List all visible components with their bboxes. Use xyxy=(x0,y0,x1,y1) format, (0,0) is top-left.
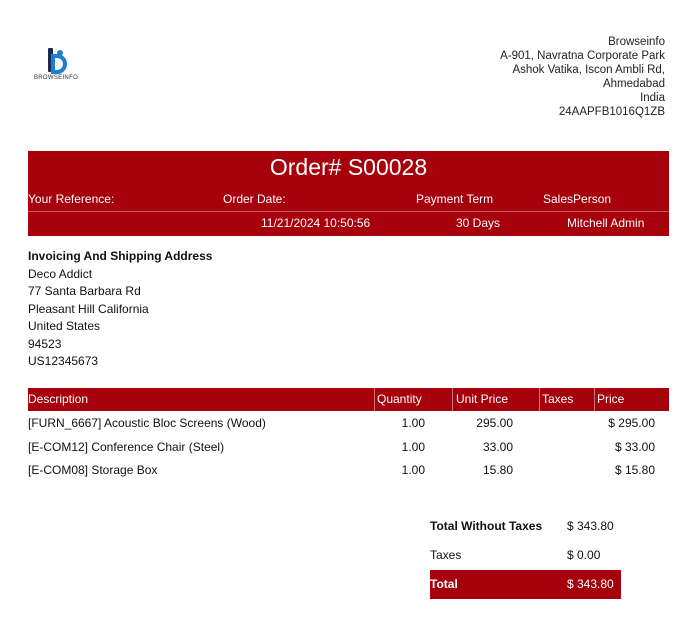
address-line: 77 Santa Barbara Rd xyxy=(28,284,141,298)
company-address xyxy=(500,35,665,119)
col-price: Price xyxy=(597,392,625,406)
order-date-label: Order Date: xyxy=(223,192,286,206)
order-header xyxy=(28,151,669,236)
order-date-value: 11/21/2024 10:50:56 xyxy=(261,216,371,230)
address-line: Pleasant Hill California xyxy=(28,301,149,316)
row-unit-price: 33.00 xyxy=(482,439,513,454)
row-price: $ 33.00 xyxy=(614,439,655,454)
taxes-row xyxy=(430,541,621,570)
company-line: Ashok Vatika, Iscon Ambli Rd, xyxy=(512,64,665,76)
table-row xyxy=(28,435,669,459)
address-title: Invoicing And Shipping Address xyxy=(28,249,213,263)
taxes-label: Taxes xyxy=(430,548,462,562)
row-quantity: 1.00 xyxy=(401,439,425,454)
company-line: Ahmedabad xyxy=(602,78,665,90)
row-unit-price: 15.80 xyxy=(482,463,513,477)
row-unit-price: 295.00 xyxy=(476,416,513,430)
address-line: 94523 xyxy=(28,336,62,351)
row-description: [FURN_6667] Acoustic Bloc Screens (Wood) xyxy=(28,416,266,430)
logo-text: BROWSEINFO xyxy=(34,75,79,81)
column-divider xyxy=(452,388,453,411)
order-lines-table xyxy=(28,388,669,482)
col-unit-price: Unit Price xyxy=(456,392,509,406)
salesperson-value: Mitchell Admin xyxy=(567,216,645,230)
company-name: Browseinfo xyxy=(608,36,665,48)
address-line: Deco Addict xyxy=(28,266,93,281)
shipping-address xyxy=(28,248,212,371)
row-price: $ 15.80 xyxy=(614,463,655,477)
table-row xyxy=(28,411,669,435)
total-without-taxes-label: Total Without Taxes xyxy=(430,519,543,533)
address-line: US12345673 xyxy=(28,354,99,368)
table-row xyxy=(28,458,669,482)
col-quantity: Quantity xyxy=(377,392,422,406)
col-taxes: Taxes xyxy=(542,392,574,406)
row-description: [E-COM12] Conference Chair (Steel) xyxy=(28,439,225,454)
grand-total-value: $ 343.80 xyxy=(567,577,614,591)
total-without-taxes-value: $ 343.80 xyxy=(567,519,614,533)
total-without-taxes-row xyxy=(430,512,621,541)
taxes-value: $ 0.00 xyxy=(567,548,601,562)
company-tax-id: 24AAPFB1016Q1ZB xyxy=(558,106,665,118)
row-price: $ 295.00 xyxy=(608,416,655,430)
payment-term-value: 30 Days xyxy=(456,216,501,230)
company-line: A-901, Navratna Corporate Park xyxy=(500,50,665,62)
column-divider xyxy=(539,388,540,411)
row-quantity: 1.00 xyxy=(401,463,425,477)
address-line: United States xyxy=(28,319,101,333)
company-line: India xyxy=(640,92,665,104)
payment-term-label: Payment Term xyxy=(416,192,494,206)
order-title: Order# S00028 xyxy=(269,154,428,180)
salesperson-label: SalesPerson xyxy=(543,192,612,206)
your-reference-label: Your Reference: xyxy=(28,192,115,206)
col-description: Description xyxy=(28,392,89,406)
grand-total-label: Total xyxy=(430,577,458,591)
grand-total-row xyxy=(430,570,621,599)
totals-table xyxy=(430,512,621,599)
column-divider xyxy=(594,388,595,411)
row-quantity: 1.00 xyxy=(401,416,425,430)
column-divider xyxy=(374,388,375,411)
row-description: [E-COM08] Storage Box xyxy=(28,463,158,477)
table-header xyxy=(28,388,669,411)
order-divider xyxy=(28,211,669,212)
